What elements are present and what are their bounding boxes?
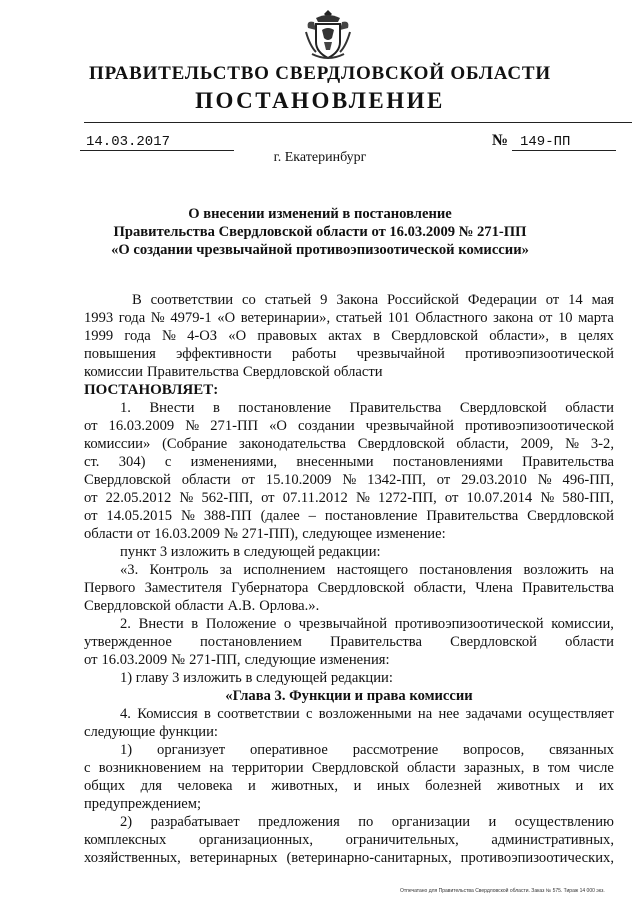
word: целях [578, 328, 614, 344]
word: для [140, 778, 162, 794]
text-line [84, 309, 614, 327]
word: животных, [271, 778, 339, 794]
document-number: 149-ПП [512, 134, 616, 151]
word: 4. [120, 706, 131, 722]
word: нее [438, 706, 460, 722]
word: № [161, 328, 176, 344]
word: в [212, 400, 220, 416]
text-line [84, 345, 614, 363]
word: повышения [84, 346, 156, 362]
word: от [84, 418, 98, 434]
word: ст. [84, 454, 100, 470]
word: от [84, 652, 98, 668]
word: от [136, 526, 151, 542]
word: осуществляет [528, 706, 614, 722]
word: по [358, 814, 374, 830]
word: года [124, 328, 151, 344]
word: соответствии [217, 706, 300, 722]
word: работы [291, 346, 337, 362]
text-line [84, 399, 614, 417]
word: Губернатора [231, 580, 309, 596]
word: области [333, 364, 383, 380]
word: 1) [120, 742, 133, 758]
word: № [565, 436, 580, 452]
word: комиссии» [84, 436, 151, 452]
word: хозяйственных, [84, 850, 181, 866]
word: вопросов, [463, 742, 525, 758]
word: (Собрание [162, 436, 228, 452]
word: следующие [84, 724, 156, 740]
word: Свердловской [317, 580, 405, 596]
text-line [84, 813, 614, 831]
word: «О [228, 328, 247, 344]
word: 580-ПП, [562, 490, 614, 506]
word: 4979-1 [170, 310, 212, 326]
text-line [84, 561, 614, 579]
word: на [209, 760, 224, 776]
word: (далее [260, 508, 300, 524]
text-line [84, 525, 614, 543]
word: 1993 [84, 310, 114, 326]
word: Свердловской [242, 364, 330, 380]
word: области, [456, 436, 509, 452]
word: и [575, 778, 584, 794]
word: в [373, 328, 380, 344]
word: Заместителя [144, 580, 222, 596]
word: настоящего [336, 562, 409, 578]
word: 16.03.2009 [108, 418, 175, 434]
word: 1999 [84, 328, 114, 344]
word: в [532, 760, 540, 776]
word: комиссии, [551, 616, 614, 632]
word: № [150, 310, 165, 326]
word: Областного [415, 310, 488, 326]
word: № [342, 472, 357, 488]
word: «О [269, 418, 287, 434]
word: В [132, 292, 142, 308]
word: исполнением [243, 562, 326, 578]
paragraph-4 [84, 705, 614, 741]
organization-title: ПРАВИТЕЛЬСТВО СВЕРДЛОВСКОЙ ОБЛАСТИ [89, 63, 551, 84]
text-line [84, 849, 614, 867]
word: постановление [238, 400, 332, 416]
word: Члена [475, 580, 513, 596]
word: с [305, 706, 313, 722]
text-line [84, 723, 614, 741]
word: 10.07.2014 [466, 490, 533, 506]
word: 14 [568, 292, 583, 308]
word: постановлением [200, 634, 302, 650]
word: 101 [387, 310, 410, 326]
text-line [84, 435, 614, 453]
word: оперативное [250, 742, 328, 758]
document-type: ПОСТАНОВЛЕНИЕ [195, 88, 445, 113]
word: чрезвычайной [356, 346, 445, 362]
text-line [84, 507, 614, 525]
word: Правительства [147, 364, 239, 380]
function-2 [84, 813, 614, 867]
word: мая [591, 292, 614, 308]
word: организует [157, 742, 226, 758]
word: Правительства [426, 508, 519, 524]
text-line [84, 579, 614, 597]
word: Внести [138, 616, 184, 632]
word: Контроль [149, 562, 209, 578]
word: Свердловской [459, 400, 547, 416]
text-line [84, 615, 614, 633]
word: (ветеринарно-санитарных, [286, 850, 452, 866]
word: постановление [324, 508, 418, 524]
document-body [84, 291, 614, 867]
word: задачами [465, 706, 522, 722]
word: Первого [84, 580, 136, 596]
word: и [353, 778, 362, 794]
word: законодательства [239, 436, 346, 452]
word: Правительства [522, 454, 614, 470]
word: статьей [264, 292, 312, 308]
word: Российской [387, 292, 459, 308]
word: 2. [120, 616, 131, 632]
word: чрезвычайной [365, 418, 454, 434]
word: Свердловской [391, 328, 479, 344]
word: от [84, 508, 98, 524]
word: правовых [257, 328, 317, 344]
word: от [241, 472, 255, 488]
word: № [180, 508, 195, 524]
word: 22.05.2012 [105, 490, 172, 506]
word: животных [496, 778, 561, 794]
word: от [84, 490, 98, 506]
text-line [84, 453, 614, 471]
word: чрезвычайной [298, 616, 388, 632]
word: в [204, 706, 211, 722]
word: 15.10.2009 [265, 472, 332, 488]
word: 16.03.2009 [154, 526, 220, 542]
text-line [84, 471, 614, 489]
text-line [84, 777, 614, 795]
coat-of-arms-icon [302, 8, 354, 62]
word: № [223, 526, 238, 542]
word: «3. [120, 562, 139, 578]
word: Свердловской [450, 634, 537, 650]
word: территории [231, 760, 304, 776]
word: области [181, 472, 231, 488]
word: противоэпизоотической [394, 616, 544, 632]
word: 29.03.2010 [461, 472, 527, 488]
word: разрабатывает [150, 814, 240, 830]
word: соответствии [150, 292, 234, 308]
word: функции: [159, 724, 218, 740]
text-line [84, 831, 614, 849]
word: административных, [491, 832, 614, 848]
word: № [179, 490, 194, 506]
word: Внести [149, 400, 195, 416]
word: комиссии [84, 364, 143, 380]
intro-paragraph [84, 291, 614, 381]
word: эффективности [176, 346, 272, 362]
word: от [436, 472, 451, 488]
word: 16.03.2009 [101, 652, 168, 668]
number-label: № [492, 132, 509, 149]
word: от [538, 310, 553, 326]
word: 388-ПП [203, 508, 252, 524]
word: осуществлению [514, 814, 614, 830]
word: рассмотрение [352, 742, 439, 758]
word: 271-ПП, [189, 652, 241, 668]
word: от [444, 490, 459, 506]
word: изменениями, [190, 454, 278, 470]
word: закона [493, 310, 534, 326]
word: 271-ПП), [241, 526, 299, 542]
word: области [406, 760, 456, 776]
word: возникновением [98, 760, 202, 776]
paragraph-1-item: пункт 3 изложить в следующей редакции: [120, 544, 381, 560]
word: № [185, 418, 200, 434]
word: комплексных [84, 832, 167, 848]
word: Свердловской [84, 472, 171, 488]
word: Закона [336, 292, 379, 308]
header-divider [84, 122, 632, 123]
text-line [84, 327, 614, 345]
word: со [242, 292, 256, 308]
word: Комиссия [137, 706, 198, 722]
word: 9 [320, 292, 328, 308]
word: 4-ОЗ [187, 328, 218, 344]
chapter-title: «Глава 3. Функции и права комиссии [225, 688, 473, 704]
word: Федерации [467, 292, 537, 308]
text-line [84, 597, 614, 615]
word: предупреждением; [84, 796, 202, 812]
word: числе [578, 760, 614, 776]
print-footer: Отпечатано для Правительства Свердловской области. Заказ № 575. Тираж 14 000 экз. [400, 888, 605, 894]
word: том [547, 760, 571, 776]
word: А.В. [227, 598, 256, 614]
word: внесенными [296, 454, 374, 470]
word: 3-2, [590, 436, 614, 452]
word: № [540, 490, 555, 506]
word: изменение: [376, 526, 446, 542]
word: 562-ПП, [201, 490, 253, 506]
word: с [164, 454, 172, 470]
word: болезней [425, 778, 482, 794]
word: на [599, 562, 614, 578]
word: и [248, 778, 256, 794]
word: области [565, 634, 614, 650]
paragraph-1-quote [84, 561, 614, 615]
word: Свердловской [357, 436, 445, 452]
word: Свердловской [84, 598, 171, 614]
word: 07.11.2012 [282, 490, 348, 506]
word: о [283, 616, 292, 632]
word: создании [298, 418, 355, 434]
word: от [545, 292, 560, 308]
word: 304) [118, 454, 146, 470]
paragraph-1 [84, 399, 614, 543]
heading-line: «О создании чрезвычайной противоэпизоотической комиссии» [111, 242, 529, 258]
word: Свердловской [527, 508, 614, 524]
word: предложения [258, 814, 340, 830]
word: Правительства [330, 634, 422, 650]
word: с [84, 760, 91, 776]
resolves-heading: ПОСТАНОВЛЯЕТ: [84, 382, 219, 398]
text-line [84, 705, 614, 723]
word: 10 [557, 310, 573, 326]
document-date: 14.03.2017 [80, 134, 234, 151]
word: от [261, 490, 275, 506]
word: следующее [302, 526, 373, 542]
word: области, [413, 580, 467, 596]
word: Правительства [522, 580, 614, 596]
word: статьей [335, 310, 383, 326]
document-heading [0, 205, 640, 259]
word: 2009, [520, 436, 554, 452]
text-line [84, 363, 614, 381]
word: – [308, 508, 316, 524]
word: актах [328, 328, 362, 344]
word: Орлова.». [259, 598, 320, 614]
word: области [174, 598, 224, 614]
word: марта [578, 310, 614, 326]
word: иных [376, 778, 410, 794]
word: области», [489, 328, 549, 344]
text-line [84, 291, 614, 309]
word: Положение [205, 616, 277, 632]
word: Свердловской [311, 760, 399, 776]
word: 14.05.2015 [106, 508, 173, 524]
paragraph-2-item: 1) главу 3 изложить в следующей редакции: [120, 670, 393, 686]
word: № [355, 490, 370, 506]
text-line [84, 795, 614, 813]
word: 1. [120, 400, 131, 416]
word: организационных, [198, 832, 314, 848]
word: № [171, 652, 186, 668]
word: ограничительных, [345, 832, 459, 848]
word: противоэпизоотических, [460, 850, 614, 866]
text-line [84, 741, 614, 759]
word: Правительства [349, 400, 442, 416]
word: возложить [523, 562, 589, 578]
word: года [118, 310, 146, 326]
word: на [417, 706, 433, 722]
word: ветеринарии», [240, 310, 331, 326]
word: в [191, 616, 199, 632]
function-1 [84, 741, 614, 813]
word: изменения: [319, 652, 390, 668]
word: организации [391, 814, 471, 830]
word: общих [84, 778, 126, 794]
word: за [219, 562, 233, 578]
word: постановления [419, 562, 513, 578]
text-line [84, 651, 614, 669]
word: 1272-ПП, [378, 490, 437, 506]
word: № [537, 472, 552, 488]
word: 496-ПП, [562, 472, 614, 488]
word: 2) [120, 814, 133, 830]
word: 271-ПП [210, 418, 259, 434]
word: области [84, 526, 133, 542]
word: 1342-ПП, [367, 472, 426, 488]
word: «О [217, 310, 236, 326]
heading-line: Правительства Свердловской области от 16.03.2009 № 271-ПП [113, 224, 527, 240]
heading-line: О внесении изменений в постановление [188, 206, 452, 222]
word: ветеринарных [189, 850, 278, 866]
word: заразных, [464, 760, 525, 776]
word: противоэпизоотической [465, 346, 614, 362]
text-line [84, 417, 614, 435]
word: следующие [244, 652, 316, 668]
word: области [565, 400, 614, 416]
city: г. Екатеринбург [273, 150, 367, 165]
word: человека [177, 778, 233, 794]
word: связанных [549, 742, 614, 758]
word: противоэпизоотической [465, 418, 614, 434]
paragraph-2 [84, 615, 614, 669]
text-line [84, 633, 614, 651]
word: и [488, 814, 497, 830]
word: постановлениями [392, 454, 503, 470]
text-line [84, 489, 614, 507]
word: утвержденное [84, 634, 172, 650]
word: возложенными [318, 706, 412, 722]
word: их [598, 778, 614, 794]
text-line [84, 759, 614, 777]
word: в [560, 328, 568, 344]
